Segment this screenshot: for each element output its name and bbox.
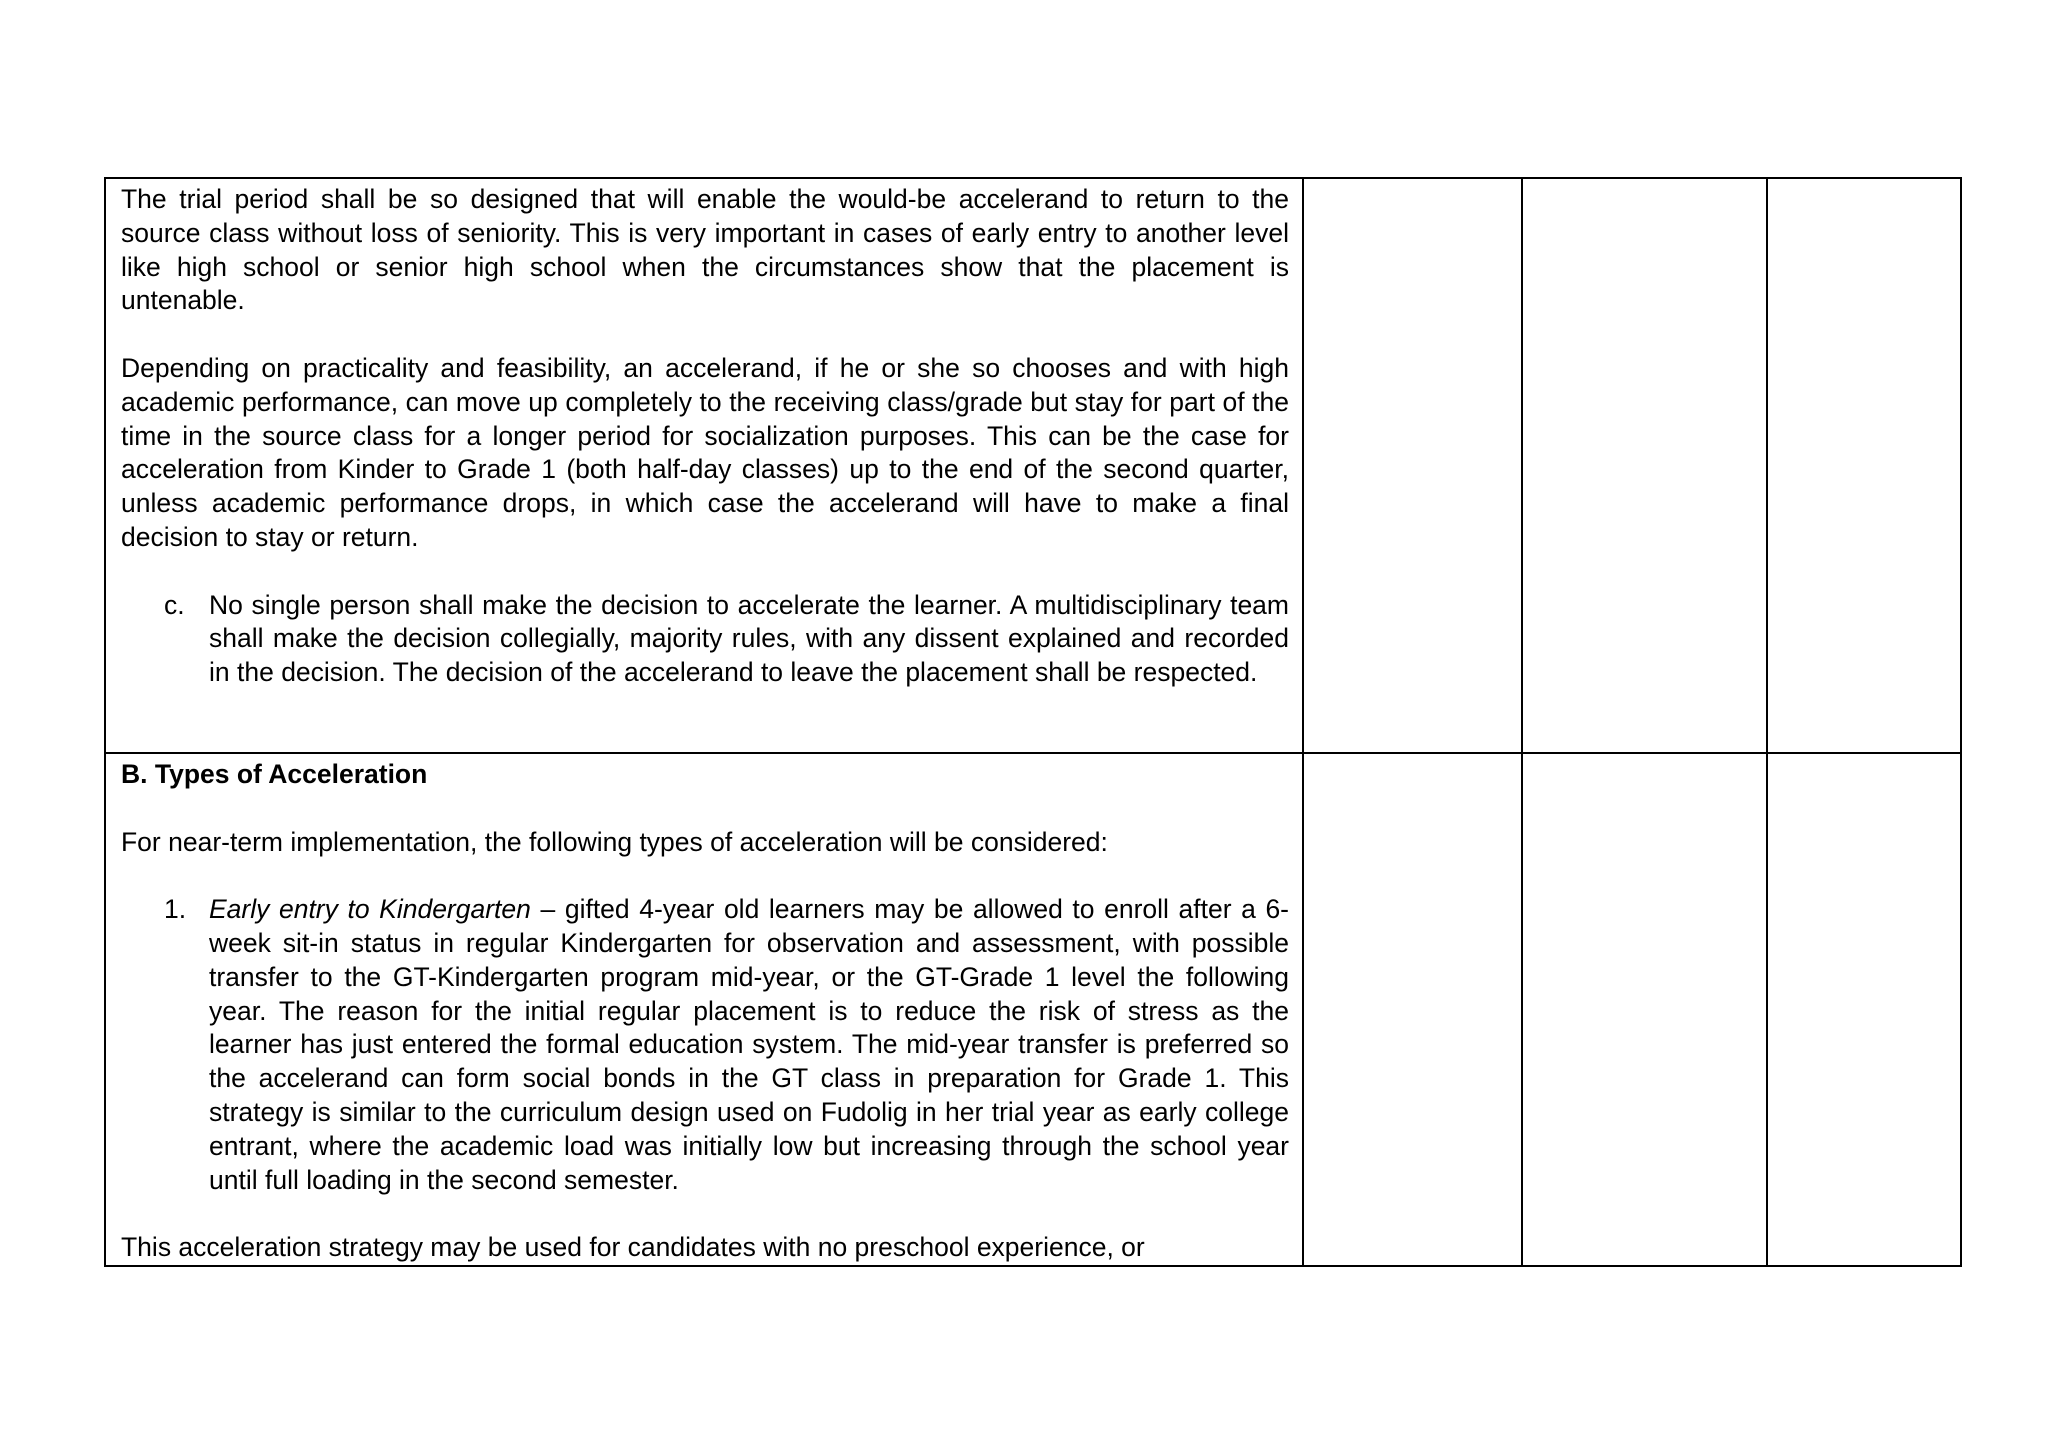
table-cell-content	[105, 753, 1303, 1266]
paragraph-intro: For near-term implementation, the following types of acceleration will be considered:	[121, 826, 1108, 857]
list-marker: c.	[164, 589, 185, 620]
table-cell-empty	[1303, 178, 1522, 753]
list-item-text: – gifted 4-year old learners may be allowed to enroll after a 6-week sit-in status in regular Kindergarten for observation and assessment, with possible transfer to the GT-Kindergarten program mid-year, or the GT-Grade 1 level the following year. The reason for the initial regular placement is to reduce the risk of stress as the learner has just entered the formal education system. The mid-year transfer is preferred so the accelerand can form social bonds in the GT class in preparation for Grade 1. This strategy is similar to the curriculum design used on Fudolig in her trial year as early college entrant, where the academic load was initially low but increasing through the school year until full loading in the second semester.	[209, 894, 1290, 1195]
table-cell-empty	[1303, 753, 1522, 1266]
paragraph-practicality: Depending on practicality and feasibility, an accelerand, if he or she so chooses and with high academic performance, can move up completely to the receiving class/grade but stay for part of the time in the source class for a longer period for socialization purposes. This can be the case for acceleration from Kinder to Grade 1 (both half-day classes) up to the end of the second quarter, unless academic performance drops, in which case the accelerand will have to make a final decision to stay or return.	[121, 352, 1289, 552]
paragraph-trial-period: The trial period shall be so designed that will enable the would-be accelerand to return to the source class without loss of seniority. This is very important in cases of early entry to another level like high school or senior high school when the circumstances show that the placement is untenable.	[121, 184, 1289, 316]
table-cell-empty	[1522, 178, 1767, 753]
table-cell-empty	[1767, 753, 1961, 1266]
list-item-title: Early entry to Kindergarten	[209, 894, 531, 925]
list-item-1	[121, 893, 1289, 1197]
paragraph-closing: This acceleration strategy may be used for candidates with no preschool experience, or	[121, 1232, 1145, 1263]
heading-letter: B	[121, 759, 141, 789]
table-row	[105, 753, 1961, 1266]
list-c	[121, 589, 1289, 690]
list-item-c	[121, 589, 1289, 690]
table-cell-empty	[1767, 178, 1961, 753]
table-cell-content	[105, 178, 1303, 753]
list-types	[121, 893, 1289, 1197]
list-marker: 1.	[164, 894, 187, 925]
table-row	[105, 178, 1961, 753]
heading-title: . Types of Acceleration	[140, 759, 428, 789]
document-table	[104, 177, 1962, 1267]
list-item-text: No single person shall make the decision to accelerate the learner. A multidisciplinary team shall make the decision collegially, majority rules, with any dissent explained and recorded in the decision. The decision of the accelerand to leave the placement shall be respected.	[209, 589, 1289, 688]
section-heading	[121, 758, 1289, 792]
table-cell-empty	[1522, 753, 1767, 1266]
